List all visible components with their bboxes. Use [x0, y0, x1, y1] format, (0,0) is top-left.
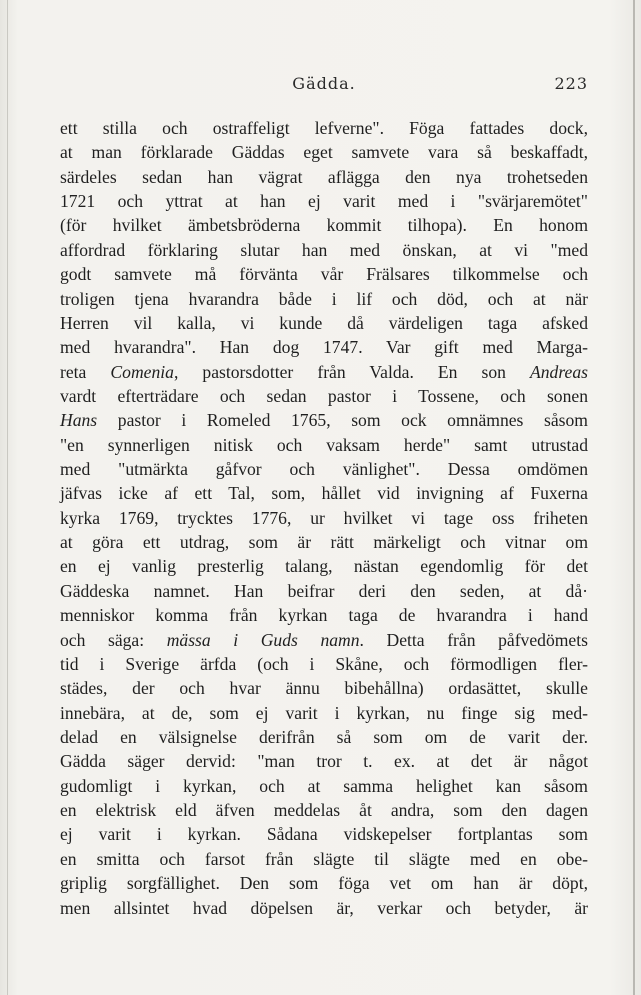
page-header [60, 74, 588, 98]
text-line: men allsintet hvad döpelsen är, verkar och betyder, är [60, 897, 588, 918]
text-line: och säga: mässa i Guds namn. Detta från påfvedömets [60, 629, 588, 650]
text-line: gudomligt i kyrkan, och at samma helighet kan såsom [60, 775, 588, 796]
text-line: "en synnerligen nitisk och vaksam herde" samt utrustad [60, 434, 588, 455]
text-line: med "utmärkta gåfvor och vänlighet". Dessa omdömen [60, 459, 588, 480]
text-line: tid i Sverige ärfda (och i Skåne, och förmodligen fler- [60, 653, 588, 674]
text-line: en smitta och farsot från slägte til slägte med en obe- [60, 848, 588, 869]
page-edge-right [633, 0, 635, 995]
text-line: godt samvete må förvänta vår Frälsares tilkommelse och [60, 264, 588, 285]
text-line: innebära, at de, som ej varit i kyrkan, nu finge sig med- [60, 702, 588, 723]
text-line: ej varit i kyrkan. Sådana vidskepelser fortplantas som [60, 824, 588, 845]
text-line: särdeles sedan han vägrat aflägga den nya trohetseden [60, 166, 588, 187]
text-line: (för hvilket ämbetsbröderna kommit tilhopa). En honom [60, 215, 588, 236]
text-line: at man förklarade Gäddas eget samvete vara så beskaffadt, [60, 142, 588, 163]
text-line: ett stilla och ostraffeligt lefverne". Föga fattades dock, [60, 118, 588, 138]
text-line: städes, der och hvar ännu bibehållna) ordasättet, skulle [60, 678, 588, 699]
text-line: en elektrisk eld äfven meddelas åt andra, som den dagen [60, 800, 588, 821]
text-line: jäfvas icke af ett Tal, som, hållet vid invigning af Fuxerna [60, 483, 588, 504]
text-line: kyrka 1769, trycktes 1776, ur hvilket vi tage oss friheten [60, 507, 588, 528]
body-text [60, 116, 588, 920]
text-line: Hans pastor i Romeled 1765, som ock omnämnes såsom [60, 410, 588, 431]
text-line: med hvarandra". Han dog 1747. Var gift med Marga- [60, 337, 588, 358]
text-line: Gäddeska namnet. Han beifrar deri den seden, at då· [60, 580, 588, 601]
text-line: delad en välsignelse derifrån så som om de varit der. [60, 726, 588, 747]
text-line: troligen tjena hvarandra både i lif och död, och at när [60, 288, 588, 309]
text-line: 1721 och yttrat at han ej varit med i "svärjaremötet" [60, 191, 588, 212]
running-head: Gädda. [292, 74, 356, 93]
text-line: en ej vanlig presterlig talang, nästan egendomlig för det [60, 556, 588, 577]
text-line: affordrad förklaring slutar han med önskan, at vi "med [60, 239, 588, 260]
text-line: reta Comenia, pastorsdotter från Valda. En son Andreas [60, 361, 588, 382]
text-line: at göra ett utdrag, som är rätt märkeligt och vitnar om [60, 532, 588, 553]
text-line: vardt efterträdare och sedan pastor i Tossene, och sonen [60, 385, 588, 406]
page-edge-left [7, 0, 8, 995]
text-line: griplig sorgfällighet. Den som föga vet om han är döpt, [60, 873, 588, 894]
page-number: 223 [554, 74, 588, 93]
text-line: Herren vil kalla, vi kunde då värdeligen taga afsked [60, 312, 588, 333]
text-line: Gädda säger dervid: "man tror t. ex. at det är något [60, 751, 588, 772]
text-line: menniskor komma från kyrkan taga de hvarandra i hand [60, 605, 588, 626]
